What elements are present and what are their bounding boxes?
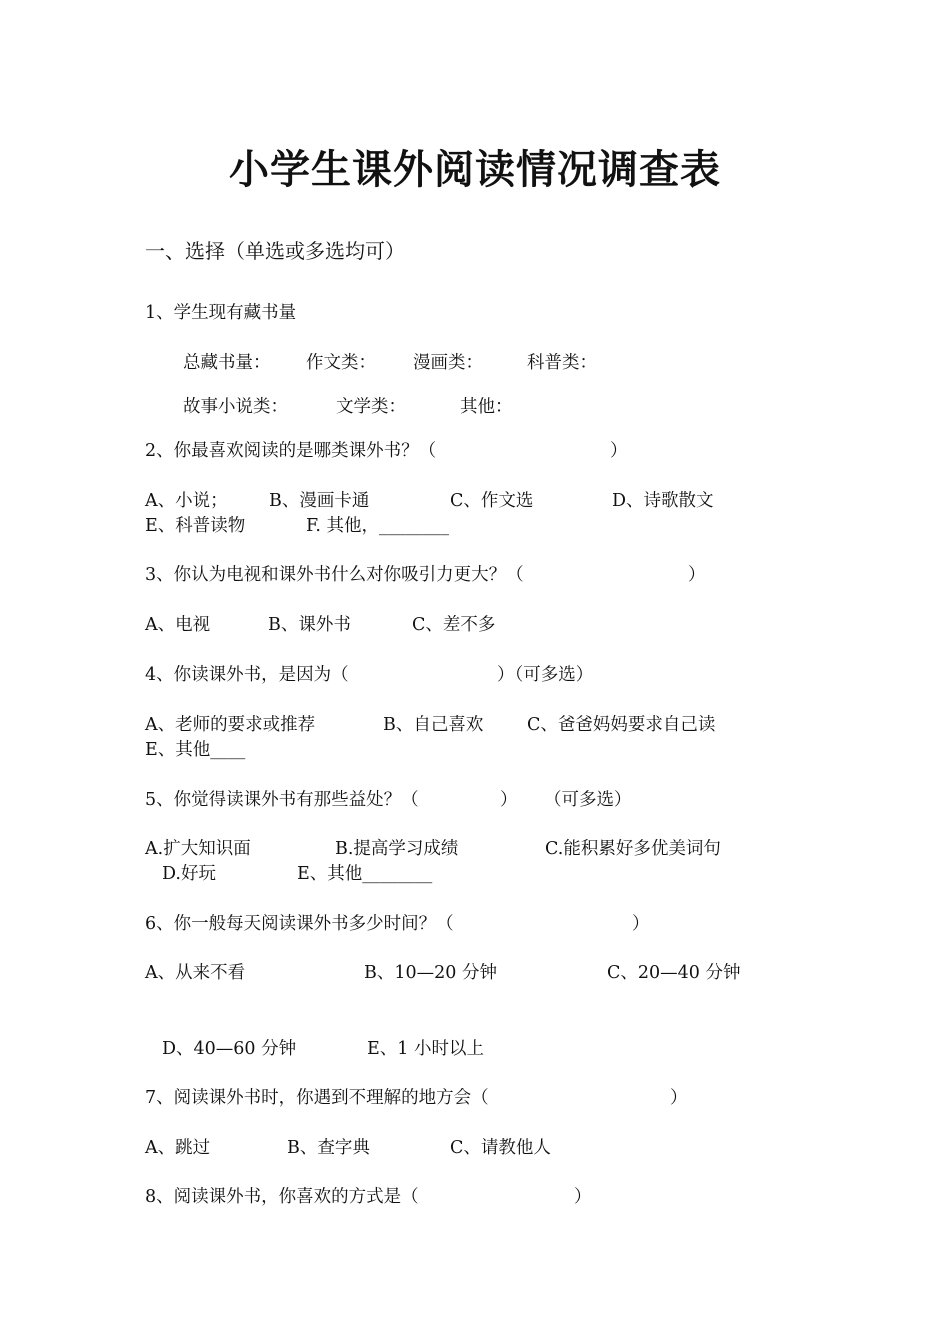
q8-answer-close: ）: [574, 1187, 592, 1207]
q4-option-b: B、自己喜欢: [383, 715, 484, 735]
section-heading: 一、选择（单选或多选均可）: [145, 239, 405, 263]
q1-total-label: 总藏书量：: [183, 353, 271, 373]
q2-option-c: C、作文选: [450, 491, 534, 511]
q6-option-c: C、20—40 分钟: [607, 963, 741, 983]
q5-option-b: B.提高学习成绩: [335, 839, 459, 859]
q5-option-e: E、其他________: [297, 864, 433, 884]
q2-option-d: D、诗歌散文: [612, 491, 714, 511]
q6-option-e: E、1 小时以上: [367, 1039, 484, 1059]
q6-option-d: D、40—60 分钟: [162, 1039, 297, 1059]
q1-story-label: 故事小说类：: [183, 397, 288, 417]
q1-literature-label: 文学类：: [336, 397, 406, 417]
q6-option-b: B、10—20 分钟: [364, 963, 497, 983]
question-5: 5、你觉得读课外书有那些益处？（: [145, 790, 419, 810]
q5-option-d: D.好玩: [162, 864, 216, 884]
q7-option-b: B、查字典: [287, 1138, 370, 1158]
q2-option-a: A、小说；: [145, 491, 228, 511]
question-1: 1、学生现有藏书量: [145, 303, 297, 323]
q3-answer-close: ）: [688, 565, 706, 585]
page-title: 小学生课外阅读情况调查表: [229, 147, 721, 193]
q4-option-a: A、老师的要求或推荐: [145, 715, 316, 735]
question-6: 6、你一般每天阅读课外书多少时间？（: [145, 914, 454, 934]
question-2: 2、你最喜欢阅读的是哪类课外书？（: [145, 441, 437, 461]
question-8: 8、阅读课外书，你喜欢的方式是（: [145, 1187, 419, 1207]
q7-option-c: C、请教他人: [450, 1138, 551, 1158]
q1-other-label: 其他：: [460, 397, 513, 417]
q7-option-a: A、跳过: [145, 1138, 211, 1158]
q4-answer-close: ）（可多选）: [497, 665, 594, 685]
q2-option-b: B、漫画卡通: [269, 491, 370, 511]
q1-comic-label: 漫画类：: [413, 353, 483, 373]
q4-option-c: C、爸爸妈妈要求自己读: [527, 715, 716, 735]
q6-option-a: A、从来不看: [145, 963, 246, 983]
question-4: 4、你读课外书，是因为（: [145, 665, 349, 685]
q3-option-c: C、差不多: [412, 615, 496, 635]
q3-option-a: A、电视: [145, 615, 211, 635]
q6-answer-close: ）: [632, 914, 650, 934]
q1-composition-label: 作文类：: [306, 353, 376, 373]
q2-answer-close: ）: [610, 441, 628, 461]
q3-option-b: B、课外书: [268, 615, 351, 635]
q5-option-c: C.能积累好多优美词句: [545, 839, 721, 859]
q5-answer-close: ）: [500, 790, 518, 810]
question-3: 3、你认为电视和课外书什么对你吸引力更大？（: [145, 565, 524, 585]
question-7: 7、阅读课外书时，你遇到不理解的地方会（: [145, 1088, 489, 1108]
q7-answer-close: ）: [670, 1088, 688, 1108]
q5-multi-note: （可多选）: [544, 790, 632, 810]
q5-option-a: A.扩大知识面: [145, 839, 251, 859]
q2-option-e: E、科普读物: [145, 516, 246, 536]
q2-option-f: F. 其他，________: [306, 516, 450, 536]
q1-science-label: 科普类：: [527, 353, 597, 373]
q4-option-e: E、其他____: [145, 740, 246, 760]
